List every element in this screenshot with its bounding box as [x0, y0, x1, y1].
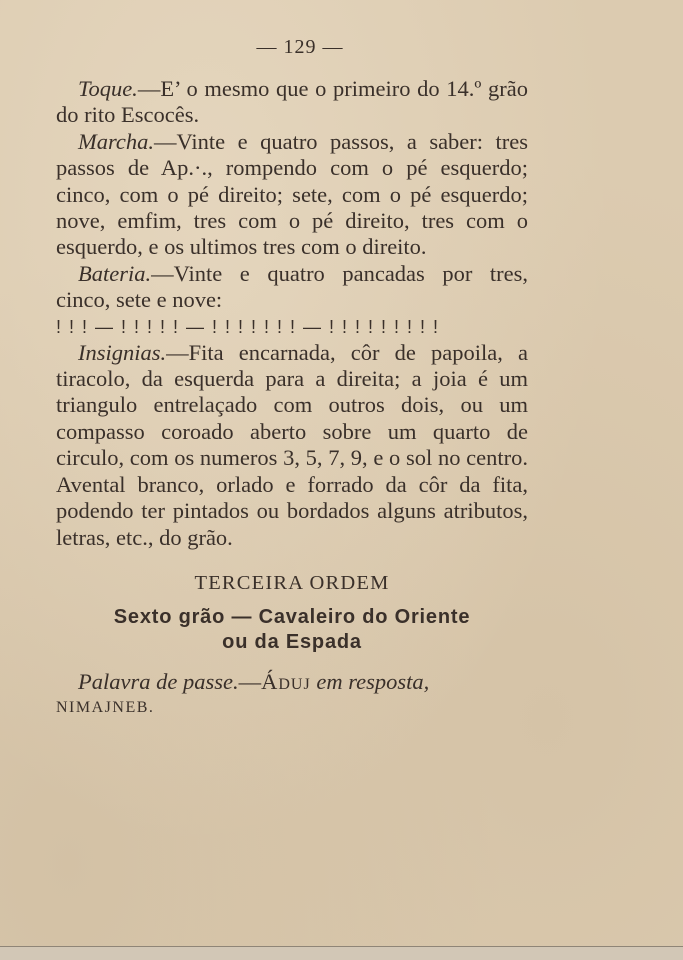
password-reply-label: em resposta, — [310, 668, 430, 694]
term-toque: Toque. — [78, 76, 138, 101]
paragraph-password — [56, 669, 528, 695]
text-toque: —E’ o mesmo que o primeiro do 14.º grão do rito Escocês. — [56, 76, 528, 128]
text-marcha: —Vinte e quatro passos, a saber: tres passos de Ap.·., rompendo com o pé esquerdo; cinco, com o pé direito; sete, com o pé esquerdo; nove, emfim, tres com o pé direito, tres com o esquerdo, e os ultimos tres com o direito. — [56, 128, 528, 260]
term-insignias: Insignias. — [78, 339, 167, 365]
text-bateria: —Vinte e quatro pancadas por tres, cinco, sete e nove: — [56, 260, 528, 313]
page-text — [56, 76, 528, 722]
page-number: — 129 — — [256, 36, 344, 58]
order-heading: TERCEIRA ORDEM — [194, 571, 390, 594]
paragraph-marcha — [56, 129, 528, 261]
page-bottom-shade — [0, 947, 683, 960]
degree-heading-line-1: Sexto grão — Cavaleiro do Oriente — [113, 605, 471, 628]
reply-word: NIMAJNEB. — [56, 699, 155, 717]
paragraph-bateria — [56, 261, 528, 314]
password-dash: — — [238, 668, 262, 694]
paragraph-insignias — [56, 340, 528, 551]
text-insignias: —Fita encarnada, côr de papoila, a tiracolo, da esquerda para a direita; a joia é um triangulo entrelaçado com outros dois, ou um compasso coroado aberto sobre um quarto de circulo, com os numeros 3, 5, 7, 9, e o sol no centro. Avental branco, orlado e forrado da côr da fita, podendo ter pintados ou bordados alguns atributos, letras, etc., do grão. — [56, 339, 528, 550]
term-marcha: Marcha. — [78, 128, 155, 154]
battery-knocks: ! ! ! — ! ! ! ! ! — ! ! ! ! ! ! ! — ! ! ! ! ! ! ! ! ! — [56, 316, 440, 337]
paragraph-toque — [56, 76, 528, 129]
term-bateria: Bateria. — [78, 260, 152, 286]
password-word: Áduj — [261, 668, 311, 694]
term-password: Palavra de passe. — [78, 668, 239, 694]
degree-heading-line-2: ou da Espada — [222, 630, 362, 653]
degree-heading — [56, 605, 528, 655]
